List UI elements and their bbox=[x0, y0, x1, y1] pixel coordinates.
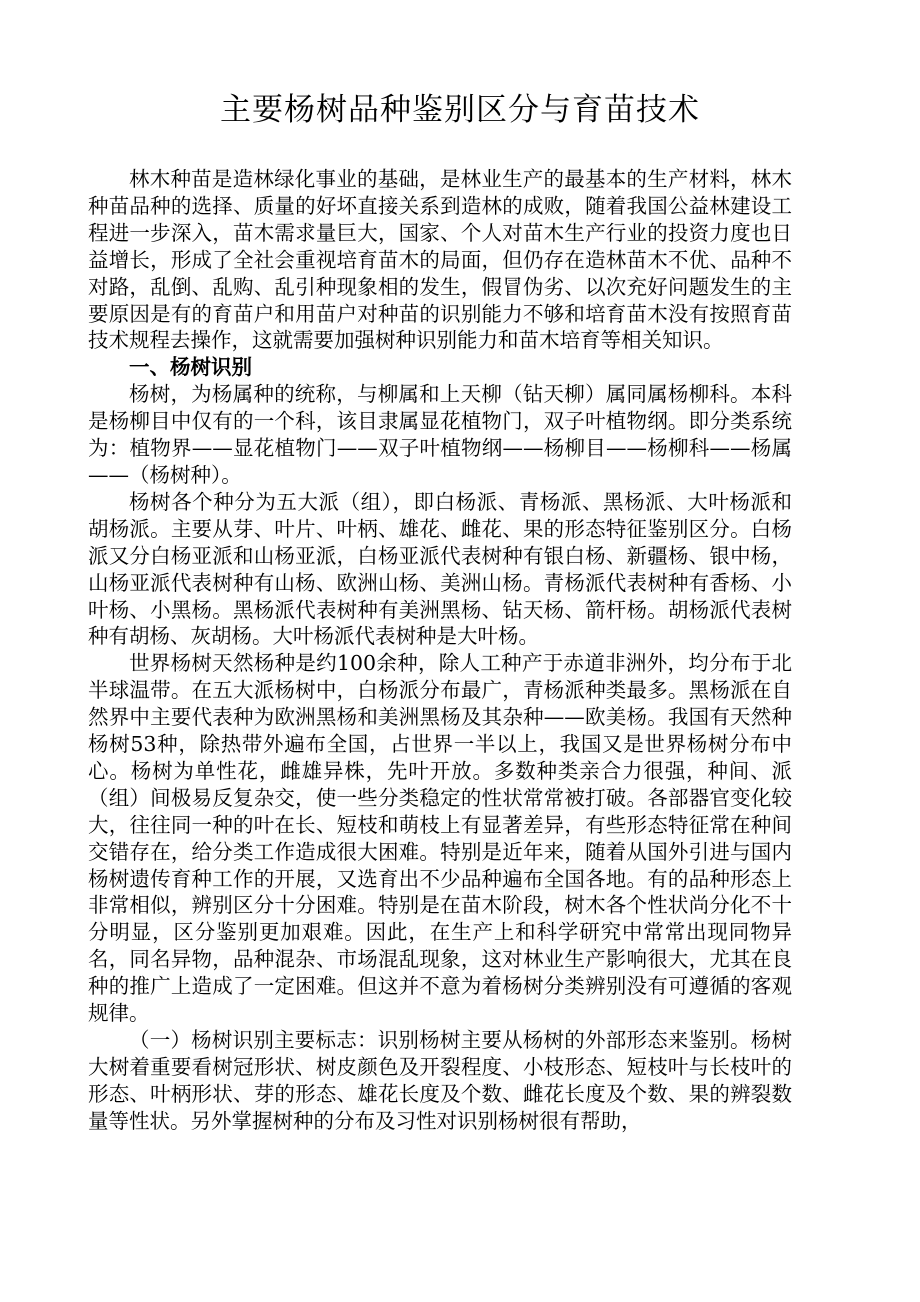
section-heading-poplar-identification: 一、杨树识别 bbox=[129, 355, 252, 380]
document-body bbox=[88, 166, 792, 1135]
document-title: 主要杨树品种鉴别区分与育苗技术 bbox=[220, 92, 700, 128]
paragraph-distribution: 世界杨树天然杨种是约100余种，除人工种产于赤道非洲外，均分布于北半球温带。在五大派杨树中，白杨派分布最广，青杨派种类最多。黑杨派在自然界中主要代表种为欧洲黑杨和美洲黑杨及其杂种——欧美杨。我国有天然种杨树53种，除热带外遍布全国，占世界一半以上，我国又是世界杨树分布中心。杨树为单性花，雌雄异株，先叶开放。多数种类亲合力很强，种间、派（组）间极易反复杂交，使一些分类稳定的性状常常被打破。各部器官变化较大，往往同一种的叶在长、短枝和萌枝上有显著差异，有些形态特征常在种间交错存在，给分类工作造成很大困难。特别是近年来，随着从国外引进与国内杨树遗传育种工作的开展，又选育出不少品种遍布全国各地。有的品种形态上非常相似，辨别区分十分困难。特别是在苗木阶段，树木各个性状尚分化不十分明显，区分鉴别更加艰难。因此，在生产上和科学研究中常常出现同物异名，同名异物，品种混杂、市场混乱现象，这对林业生产影响很大，尤其在良种的推广上造成了一定困难。但这并不意为着杨树分类辨别没有可遵循的客观规律。 bbox=[88, 651, 792, 1026]
paragraph-five-sections: 杨树各个种分为五大派（组），即白杨派、青杨派、黑杨派、大叶杨派和胡杨派。主要从芽、叶片、叶柄、雄花、雌花、果的形态特征鉴别区分。白杨派又分白杨亚派和山杨亚派，白杨亚派代表树种有银白杨、新疆杨、银中杨，山杨亚派代表树种有山杨、欧洲山杨、美洲山杨。青杨派代表树种有香杨、小叶杨、小黑杨。黑杨派代表树种有美洲黑杨、钻天杨、箭杆杨。胡杨派代表树种有胡杨、灰胡杨。大叶杨派代表树种是大叶杨。 bbox=[88, 489, 792, 649]
paragraph-taxonomy: 杨树，为杨属种的统称，与柳属和上天柳（钻天柳）属同属杨柳科。本科是杨柳目中仅有的一个科，该目隶属显花植物门，双子叶植物纲。即分类系统为：植物界——显花植物门——双子叶植物纲——杨柳目——杨柳科——杨属——（杨树种）。 bbox=[88, 382, 792, 487]
paragraph-intro: 林木种苗是造林绿化事业的基础，是林业生产的最基本的生产材料，林木种苗品种的选择、质量的好坏直接关系到造林的成败，随着我国公益林建设工程进一步深入，苗木需求量巨大，国家、个人对苗木生产行业的投资力度也日益增长，形成了全社会重视培育苗木的局面，但仍存在造林苗木不优、品种不对路，乱倒、乱购、乱引种现象相的发生，假冒伪劣、以次充好问题发生的主要原因是有的育苗户和用苗户对种苗的识别能力不够和培育苗木没有按照育苗技术规程去操作，这就需要加强树种识别能力和苗木培育等相关知识。 bbox=[88, 167, 792, 353]
paragraph-identification-marks: （一）杨树识别主要标志：识别杨树主要从杨树的外部形态来鉴别。杨树大树着重要看树冠形状、树皮颜色及开裂程度、小枝形态、短枝叶与长枝叶的形态、叶柄形状、芽的形态、雄花长度及个数、雌花长度及个数、果的辨裂数量等性状。另外掌握树种的分布及习性对识别杨树很有帮助， bbox=[88, 1028, 792, 1133]
